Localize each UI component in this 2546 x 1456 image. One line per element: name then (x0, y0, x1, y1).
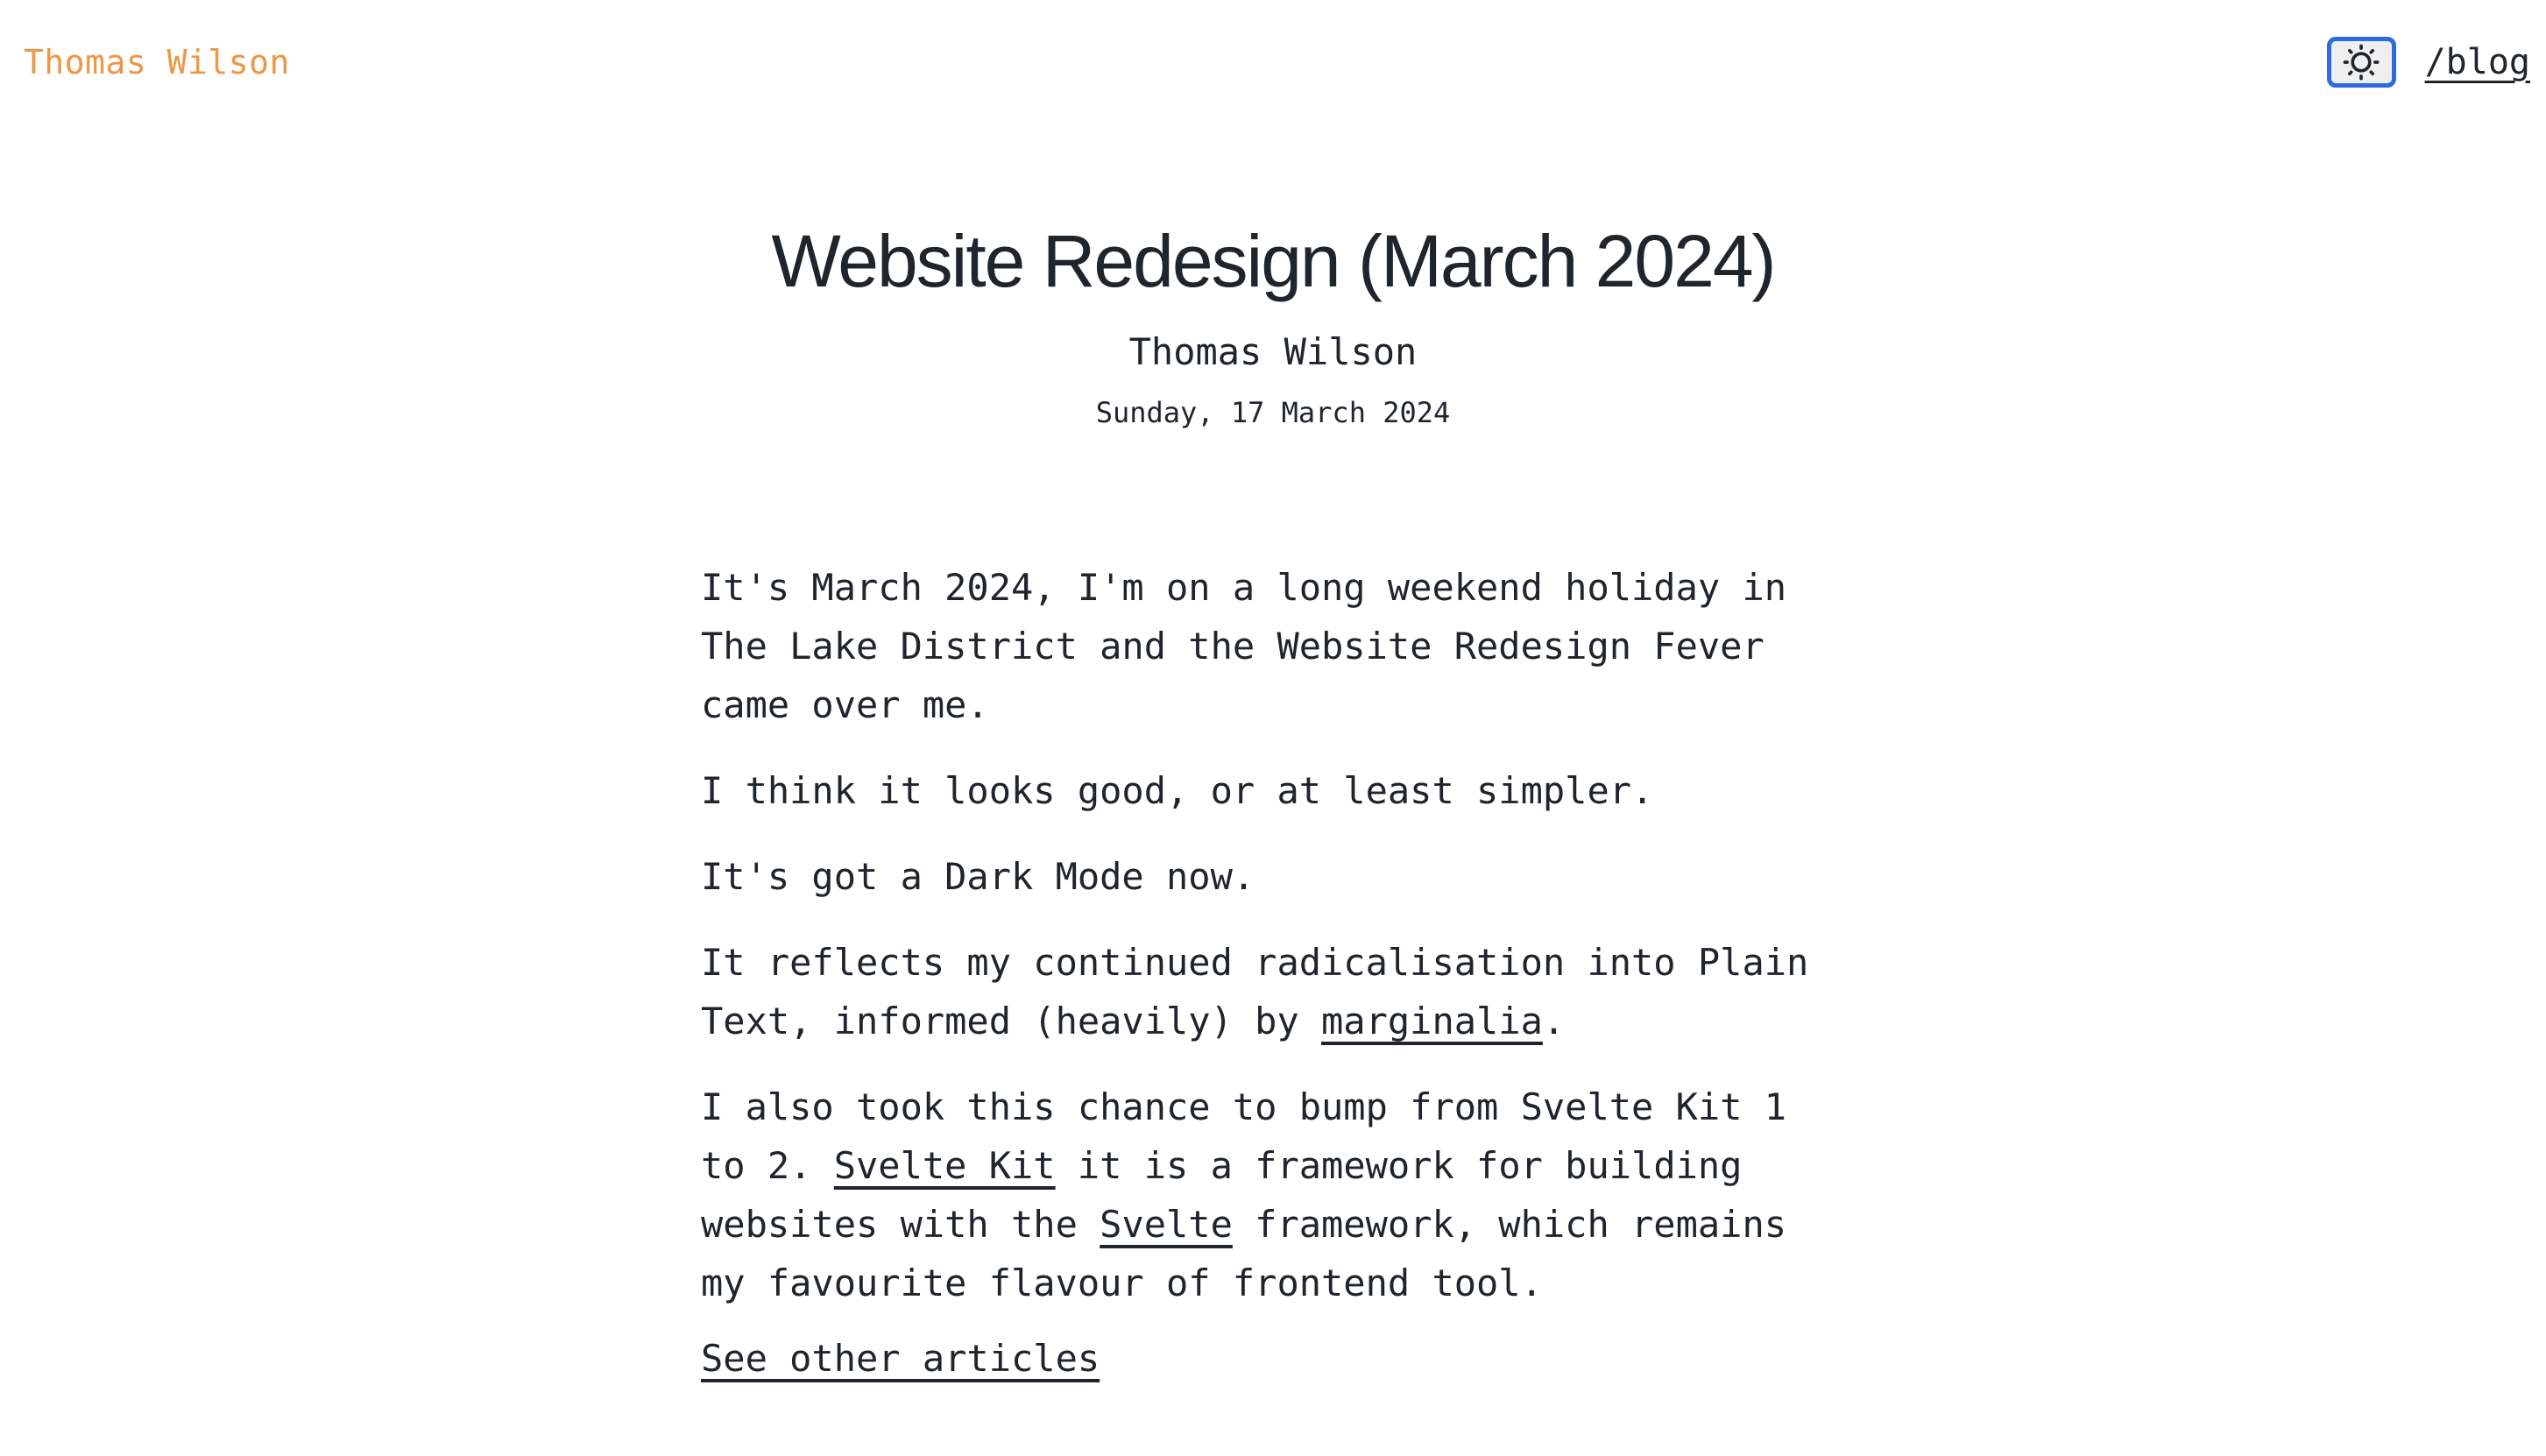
paragraph-text: It reflects my continued radicalisation into Plain Text, informed (heavily) by (701, 940, 1809, 1043)
page-title: Website Redesign (March 2024) (771, 220, 1775, 302)
site-name-link[interactable]: Thomas Wilson (24, 43, 290, 81)
paragraph-text: . (1542, 999, 1566, 1043)
article-paragraph (701, 1329, 1845, 1388)
see-other-articles-link[interactable]: See other articles (701, 1336, 1100, 1380)
page-header (0, 0, 2546, 88)
svelte-link[interactable]: Svelte (1100, 1202, 1233, 1246)
article-container (701, 219, 1845, 1388)
article-author: Thomas Wilson (1128, 329, 1418, 373)
article-paragraph (701, 1078, 1845, 1312)
blog-nav-link[interactable]: /blog (2424, 42, 2530, 82)
article-body (701, 558, 1845, 1388)
sun-icon (2341, 42, 2381, 82)
paragraph-text: It's March 2024, I'm on a long weekend holiday in The Lake District and the Website Redesign Fever came over me. (701, 565, 1787, 726)
paragraph-text: It's got a Dark Mode now. (701, 854, 1255, 898)
article-paragraph (701, 558, 1845, 734)
header-actions (2327, 37, 2530, 88)
theme-toggle-button[interactable] (2327, 37, 2396, 88)
paragraph-text: I think it looks good, or at least simpler. (701, 768, 1654, 812)
svelte-kit-link[interactable]: Svelte Kit (833, 1143, 1056, 1187)
paragraph-text: it is a framework for building websites with the (701, 1143, 1743, 1246)
paragraph-text: I also took this chance to bump from Svelte Kit 1 to 2. (701, 1085, 1787, 1187)
article-date: Sunday, 17 March 2024 (1095, 395, 1451, 429)
article-paragraph (701, 933, 1845, 1050)
paragraph-text: framework, which remains my favourite flavour of frontend tool. (701, 1202, 1787, 1304)
article-paragraph (701, 761, 1845, 820)
marginalia-link[interactable]: marginalia (1321, 999, 1543, 1043)
article-paragraph (701, 847, 1845, 906)
